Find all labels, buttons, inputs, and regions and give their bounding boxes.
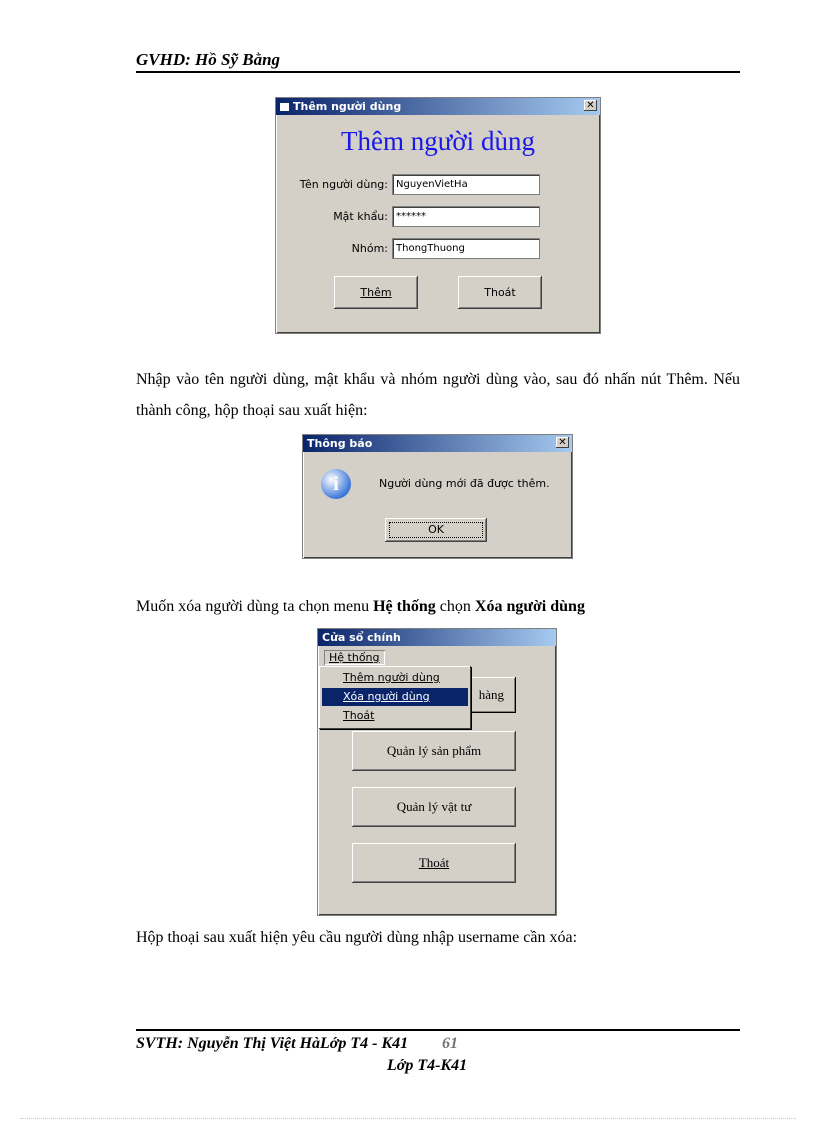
add-user-dialog [275,97,601,334]
group-label: Nhóm: [351,242,388,255]
app-icon [280,103,289,111]
products-button[interactable] [352,731,516,771]
main-window-title: Cửa sổ chính [322,631,401,644]
group-input[interactable]: ThongThuong [392,238,540,259]
menu-item-add-user-label: Thêm người dùng [343,671,440,684]
menu-item-add-user[interactable] [322,669,468,687]
footer-student-text: SVTH: Nguyễn Thị Việt HàLớp T4 - K41 [136,1035,409,1052]
menu-system[interactable] [324,650,385,665]
header-rule [136,71,740,73]
info-icon: i [321,469,351,499]
main-exit-button-label: Thoát [418,855,450,870]
password-input[interactable]: ****** [392,206,540,227]
products-button-label: Quản lý sản phẩm [386,743,482,758]
page-number: 61 [442,1035,458,1052]
main-exit-button[interactable] [352,843,516,883]
footer-student [136,1035,408,1053]
main-window-titlebar [318,629,556,646]
ok-button-label: OK [428,523,444,536]
add-button-label: Thêm [360,286,392,299]
footer-class: Lớp T4-K41 [387,1057,468,1074]
footer-rule [136,1029,740,1031]
paragraph-2 [136,591,740,622]
paragraph-2-menu: Hệ thống [373,598,436,615]
notice-dialog-title: Thông báo [307,437,373,450]
menu-system-label: Hệ thống [329,651,380,664]
close-icon[interactable]: ✕ [584,100,597,111]
notice-dialog-titlebar [303,435,572,452]
paragraph-2-middle: chọn [435,598,475,615]
exit-button-label: Thoát [484,286,516,299]
page-bottom-divider [20,1118,796,1119]
notice-message: Người dùng mới đã được thêm. [379,477,550,490]
system-dropdown [319,666,471,729]
ok-button[interactable] [385,518,487,542]
paragraph-3: Hộp thoại sau xuất hiện yêu cầu người dùng nhập username cần xóa: [136,929,578,946]
username-label: Tên người dùng: [299,178,388,191]
menu-item-exit-label: Thoát [343,709,375,722]
notice-dialog [302,434,573,559]
paragraph-2-prefix: Muốn xóa người dùng ta chọn menu [136,598,374,615]
add-user-dialog-title: Thêm người dùng [293,100,402,113]
close-icon[interactable]: ✕ [556,437,569,448]
menu-item-delete-user[interactable] [322,688,468,706]
username-input[interactable]: NguyenVietHa [392,174,540,195]
add-button[interactable] [334,276,418,309]
password-label: Mật khẩu: [333,210,388,223]
materials-button[interactable] [352,787,516,827]
exit-button[interactable] [458,276,542,309]
materials-button-label: Quản lý vật tư [396,799,472,814]
add-user-dialog-titlebar [276,98,600,115]
paragraph-1: Nhập vào tên người dùng, mật khẩu và nhóm người dùng vào, sau đó nhấn nút Thêm. Nếu thành công, hộp thoại sau xuất hiện: [136,371,740,419]
add-user-heading: Thêm người dùng [341,126,535,156]
paragraph-2-item: Xóa người dùng [474,598,585,615]
menu-item-exit[interactable] [322,707,468,725]
header-instructor: GVHD: Hồ Sỹ Bằng [136,50,281,69]
main-window [317,628,557,916]
partial-button-label: hàng [478,687,504,702]
menu-item-delete-user-label: Xóa người dùng [343,690,430,703]
